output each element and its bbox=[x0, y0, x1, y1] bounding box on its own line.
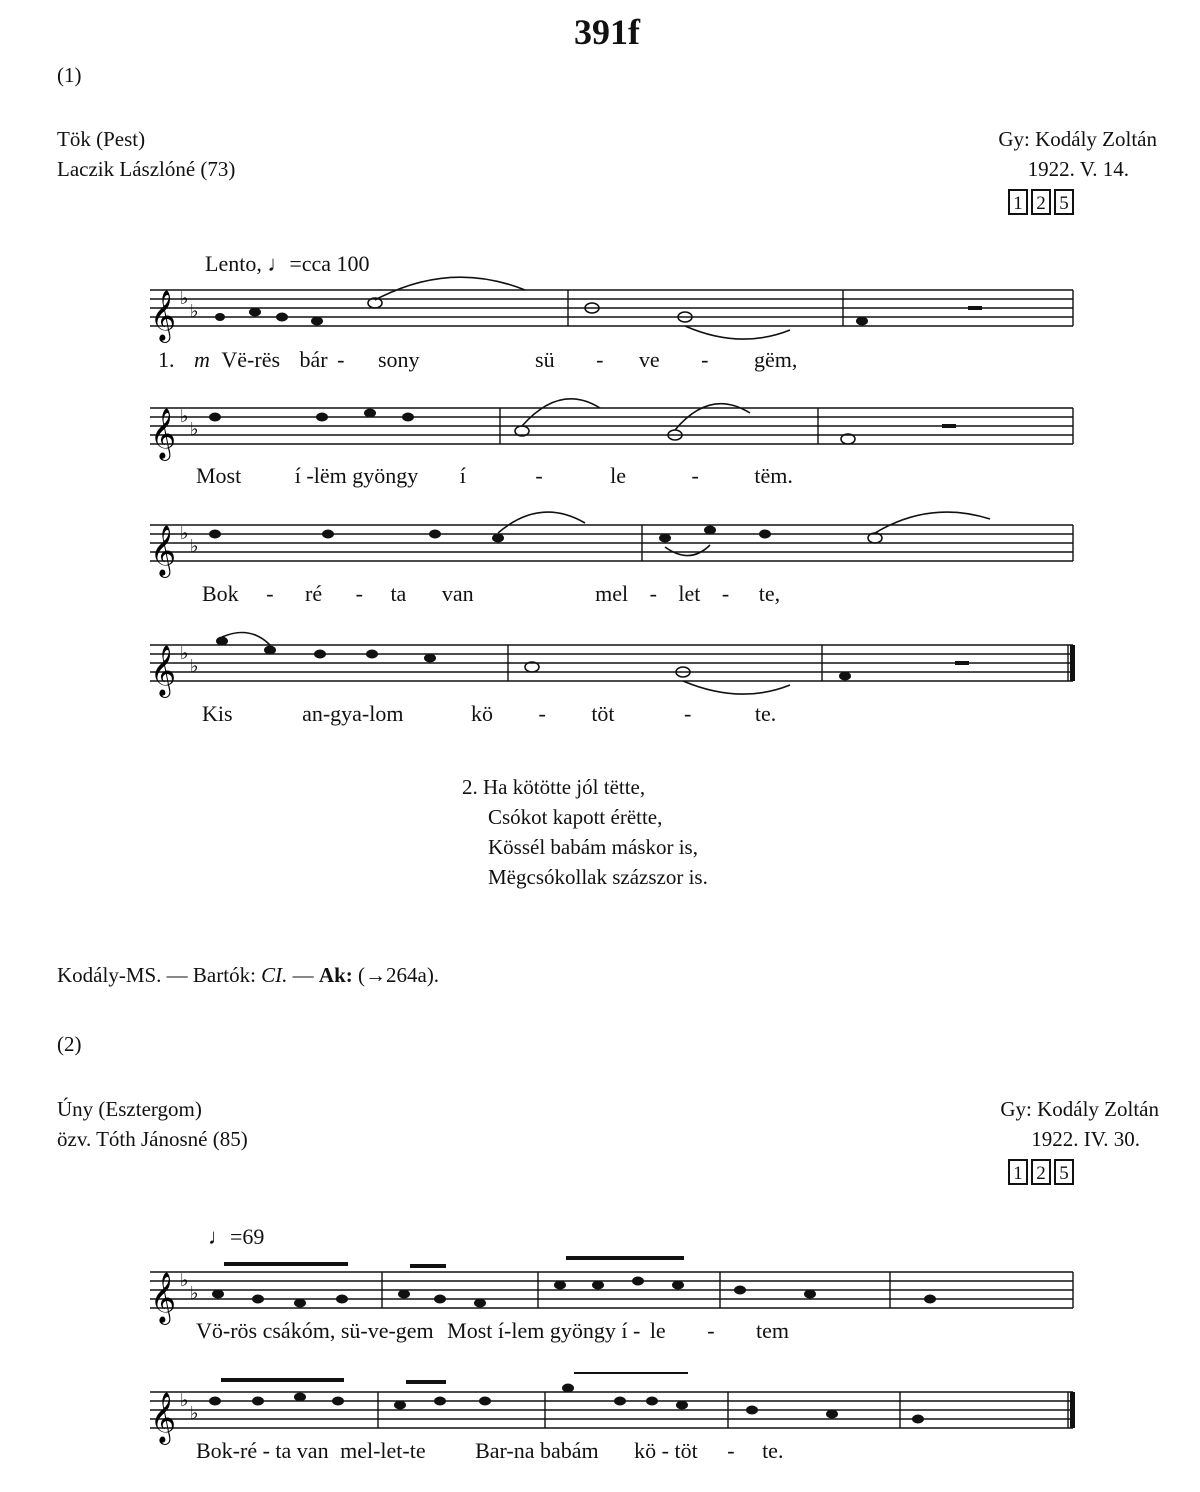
lyric-hyphen: - bbox=[649, 581, 657, 606]
lyric-syllable: ta bbox=[390, 581, 407, 606]
source-text: (→264a). bbox=[352, 963, 440, 987]
lyric-syllable: Most bbox=[447, 1318, 493, 1343]
second-verse bbox=[462, 772, 708, 892]
lyric-syllable: ré bbox=[305, 581, 323, 606]
page-title: 391f bbox=[574, 12, 640, 52]
lyric-syllable: ve bbox=[638, 347, 660, 372]
lyric-syllable: gëm, bbox=[754, 347, 798, 372]
collector: Gy: Kodály Zoltán bbox=[998, 127, 1157, 151]
svg-text:♭: ♭ bbox=[180, 1390, 189, 1410]
class-box: 5 bbox=[1054, 1159, 1074, 1185]
lyric-syllable: Bar-na bbox=[475, 1438, 535, 1463]
lyric-syllable: í bbox=[621, 1318, 628, 1343]
lyric-hyphen: - bbox=[337, 347, 345, 372]
lyric-line bbox=[202, 701, 776, 727]
svg-text:♭: ♭ bbox=[190, 301, 199, 321]
singer-name: özv. Tóth Jánosné (85) bbox=[57, 1127, 248, 1151]
source-text: Kodály-MS. — Bartók: bbox=[57, 963, 262, 987]
lyric-syllable: mel-let-te bbox=[340, 1438, 426, 1463]
lyric-syllable: Vö-rös bbox=[196, 1318, 258, 1343]
lyric-syllable: le bbox=[649, 1318, 666, 1343]
tempo-marking: Lento, ♩=cca 100 bbox=[205, 251, 370, 276]
lyric-syllable: kö bbox=[634, 1438, 657, 1463]
verse-line: Mëgcsókollak százszor is. bbox=[488, 865, 708, 889]
svg-text:𝄞: 𝄞 bbox=[150, 525, 177, 576]
lyric-syllable: tëm. bbox=[754, 463, 793, 488]
lyric-syllable: te. bbox=[754, 701, 777, 726]
place-name: Úny (Esztergom) bbox=[57, 1097, 202, 1121]
collection-date: 1922. IV. 30. bbox=[1031, 1127, 1140, 1151]
class-box: 2 bbox=[1031, 189, 1051, 215]
lyric-syllable: kö bbox=[470, 701, 493, 726]
lyric-line bbox=[202, 581, 780, 607]
lyric-syllable: van bbox=[441, 581, 474, 606]
lyric-syllable: tem bbox=[756, 1318, 790, 1343]
lyric-hyphen: - bbox=[632, 1318, 641, 1343]
lyric-hyphen: - bbox=[727, 1438, 735, 1463]
svg-text:♭: ♭ bbox=[190, 656, 199, 676]
lyric-hyphen: - bbox=[322, 701, 331, 726]
lyric-hyphen: - bbox=[306, 463, 314, 488]
lyric-syllable: lom bbox=[369, 701, 404, 726]
svg-text:𝄞: 𝄞 bbox=[150, 408, 177, 459]
svg-text:𝄞: 𝄞 bbox=[150, 1272, 177, 1323]
classification-boxes bbox=[1005, 1159, 1074, 1185]
svg-text:𝄞: 𝄞 bbox=[150, 645, 177, 696]
lyric-syllable: í bbox=[459, 463, 466, 488]
lyric-hyphen: - bbox=[691, 463, 699, 488]
lyric-hyphen: - bbox=[535, 463, 543, 488]
class-box: 2 bbox=[1031, 1159, 1051, 1185]
classification-boxes bbox=[1005, 189, 1074, 215]
lyric-syllable: te, bbox=[758, 581, 781, 606]
section-number: (2) bbox=[57, 1032, 82, 1056]
lyric-syllable: sü-ve-gem bbox=[340, 1318, 434, 1343]
lyric-syllable: ta van bbox=[275, 1438, 329, 1463]
verse-line: Csókot kapott érëtte, bbox=[488, 805, 663, 829]
svg-text:♭: ♭ bbox=[190, 536, 199, 556]
svg-text:♭: ♭ bbox=[190, 1403, 199, 1423]
lyric-syllable: í-lem bbox=[497, 1318, 545, 1343]
lyric-hyphen: - bbox=[361, 701, 370, 726]
collector: Gy: Kodály Zoltán bbox=[1000, 1097, 1159, 1121]
lyric-syllable: sü bbox=[535, 347, 555, 372]
section-number: (1) bbox=[57, 63, 82, 87]
lyric-syllable: töt bbox=[591, 701, 615, 726]
lyric-syllable: Kis bbox=[202, 701, 233, 726]
lyric-hyphen: - bbox=[721, 581, 730, 606]
lyric-syllable: 1. bbox=[158, 347, 175, 372]
lyric-syllable: lëm bbox=[313, 463, 347, 488]
svg-text:♭: ♭ bbox=[180, 643, 189, 663]
lyric-hyphen: - bbox=[355, 581, 363, 606]
class-box: 1 bbox=[1008, 189, 1028, 215]
lyric-line bbox=[158, 347, 797, 373]
class-box: 1 bbox=[1008, 1159, 1028, 1185]
lyric-hyphen: - bbox=[661, 1438, 669, 1463]
lyric-syllable: gyöngy bbox=[352, 463, 419, 488]
lyric-hyphen: - bbox=[538, 701, 546, 726]
lyric-line bbox=[196, 1438, 783, 1464]
lyric-syllable: bár bbox=[299, 347, 328, 372]
lyric-syllable: Vë-rës bbox=[221, 347, 281, 372]
verse-line: Kössél babám máskor is, bbox=[488, 835, 698, 859]
class-box: 5 bbox=[1054, 189, 1074, 215]
source-text: Ak: bbox=[318, 963, 353, 987]
lyric-syllable: babám bbox=[540, 1438, 599, 1463]
svg-text:♭: ♭ bbox=[180, 1270, 189, 1290]
lyric-syllable: le bbox=[610, 463, 627, 488]
source-text: CI. bbox=[261, 963, 288, 987]
svg-text:𝄞: 𝄞 bbox=[150, 290, 177, 341]
singer-name: Laczik Lászlóné (73) bbox=[57, 157, 236, 181]
lyric-marker: m bbox=[194, 347, 210, 372]
lyric-hyphen: - bbox=[596, 347, 604, 372]
lyric-line bbox=[196, 1318, 789, 1344]
source-reference bbox=[57, 962, 439, 988]
svg-text:♭: ♭ bbox=[190, 419, 199, 439]
svg-text:♭: ♭ bbox=[180, 288, 189, 308]
svg-text:♭: ♭ bbox=[180, 406, 189, 426]
lyric-hyphen: - bbox=[684, 701, 692, 726]
svg-text:♭: ♭ bbox=[180, 523, 189, 543]
lyric-line bbox=[196, 463, 793, 489]
lyric-syllable: gyöngy bbox=[549, 1318, 616, 1343]
source-text: — bbox=[287, 963, 319, 987]
lyric-syllable: gya bbox=[330, 701, 362, 726]
lyric-syllable: an bbox=[302, 701, 323, 726]
svg-text:♭: ♭ bbox=[190, 1283, 199, 1303]
lyric-syllable: Bok bbox=[202, 581, 239, 606]
lyric-hyphen: - bbox=[707, 1318, 715, 1343]
lyric-syllable: mel bbox=[595, 581, 629, 606]
lyric-syllable: Bok-ré bbox=[196, 1438, 258, 1463]
lyric-syllable: te. bbox=[762, 1438, 784, 1463]
lyric-hyphen: - bbox=[262, 1438, 270, 1463]
lyric-syllable: í bbox=[294, 463, 301, 488]
svg-text:𝄞: 𝄞 bbox=[150, 1392, 177, 1443]
tempo-marking: ♩=69 bbox=[208, 1224, 265, 1249]
lyric-syllable: töt bbox=[674, 1438, 698, 1463]
lyric-hyphen: - bbox=[266, 581, 274, 606]
lyric-syllable: Most bbox=[196, 463, 242, 488]
lyric-hyphen: - bbox=[701, 347, 709, 372]
verse-line: 2. Ha kötötte jól tëtte, bbox=[462, 775, 646, 799]
collection-date: 1922. V. 14. bbox=[1027, 157, 1129, 181]
lyric-syllable: csákóm, bbox=[262, 1318, 336, 1343]
place-name: Tök (Pest) bbox=[57, 127, 146, 151]
lyric-syllable: let bbox=[678, 581, 701, 606]
lyric-syllable: sony bbox=[377, 347, 420, 372]
